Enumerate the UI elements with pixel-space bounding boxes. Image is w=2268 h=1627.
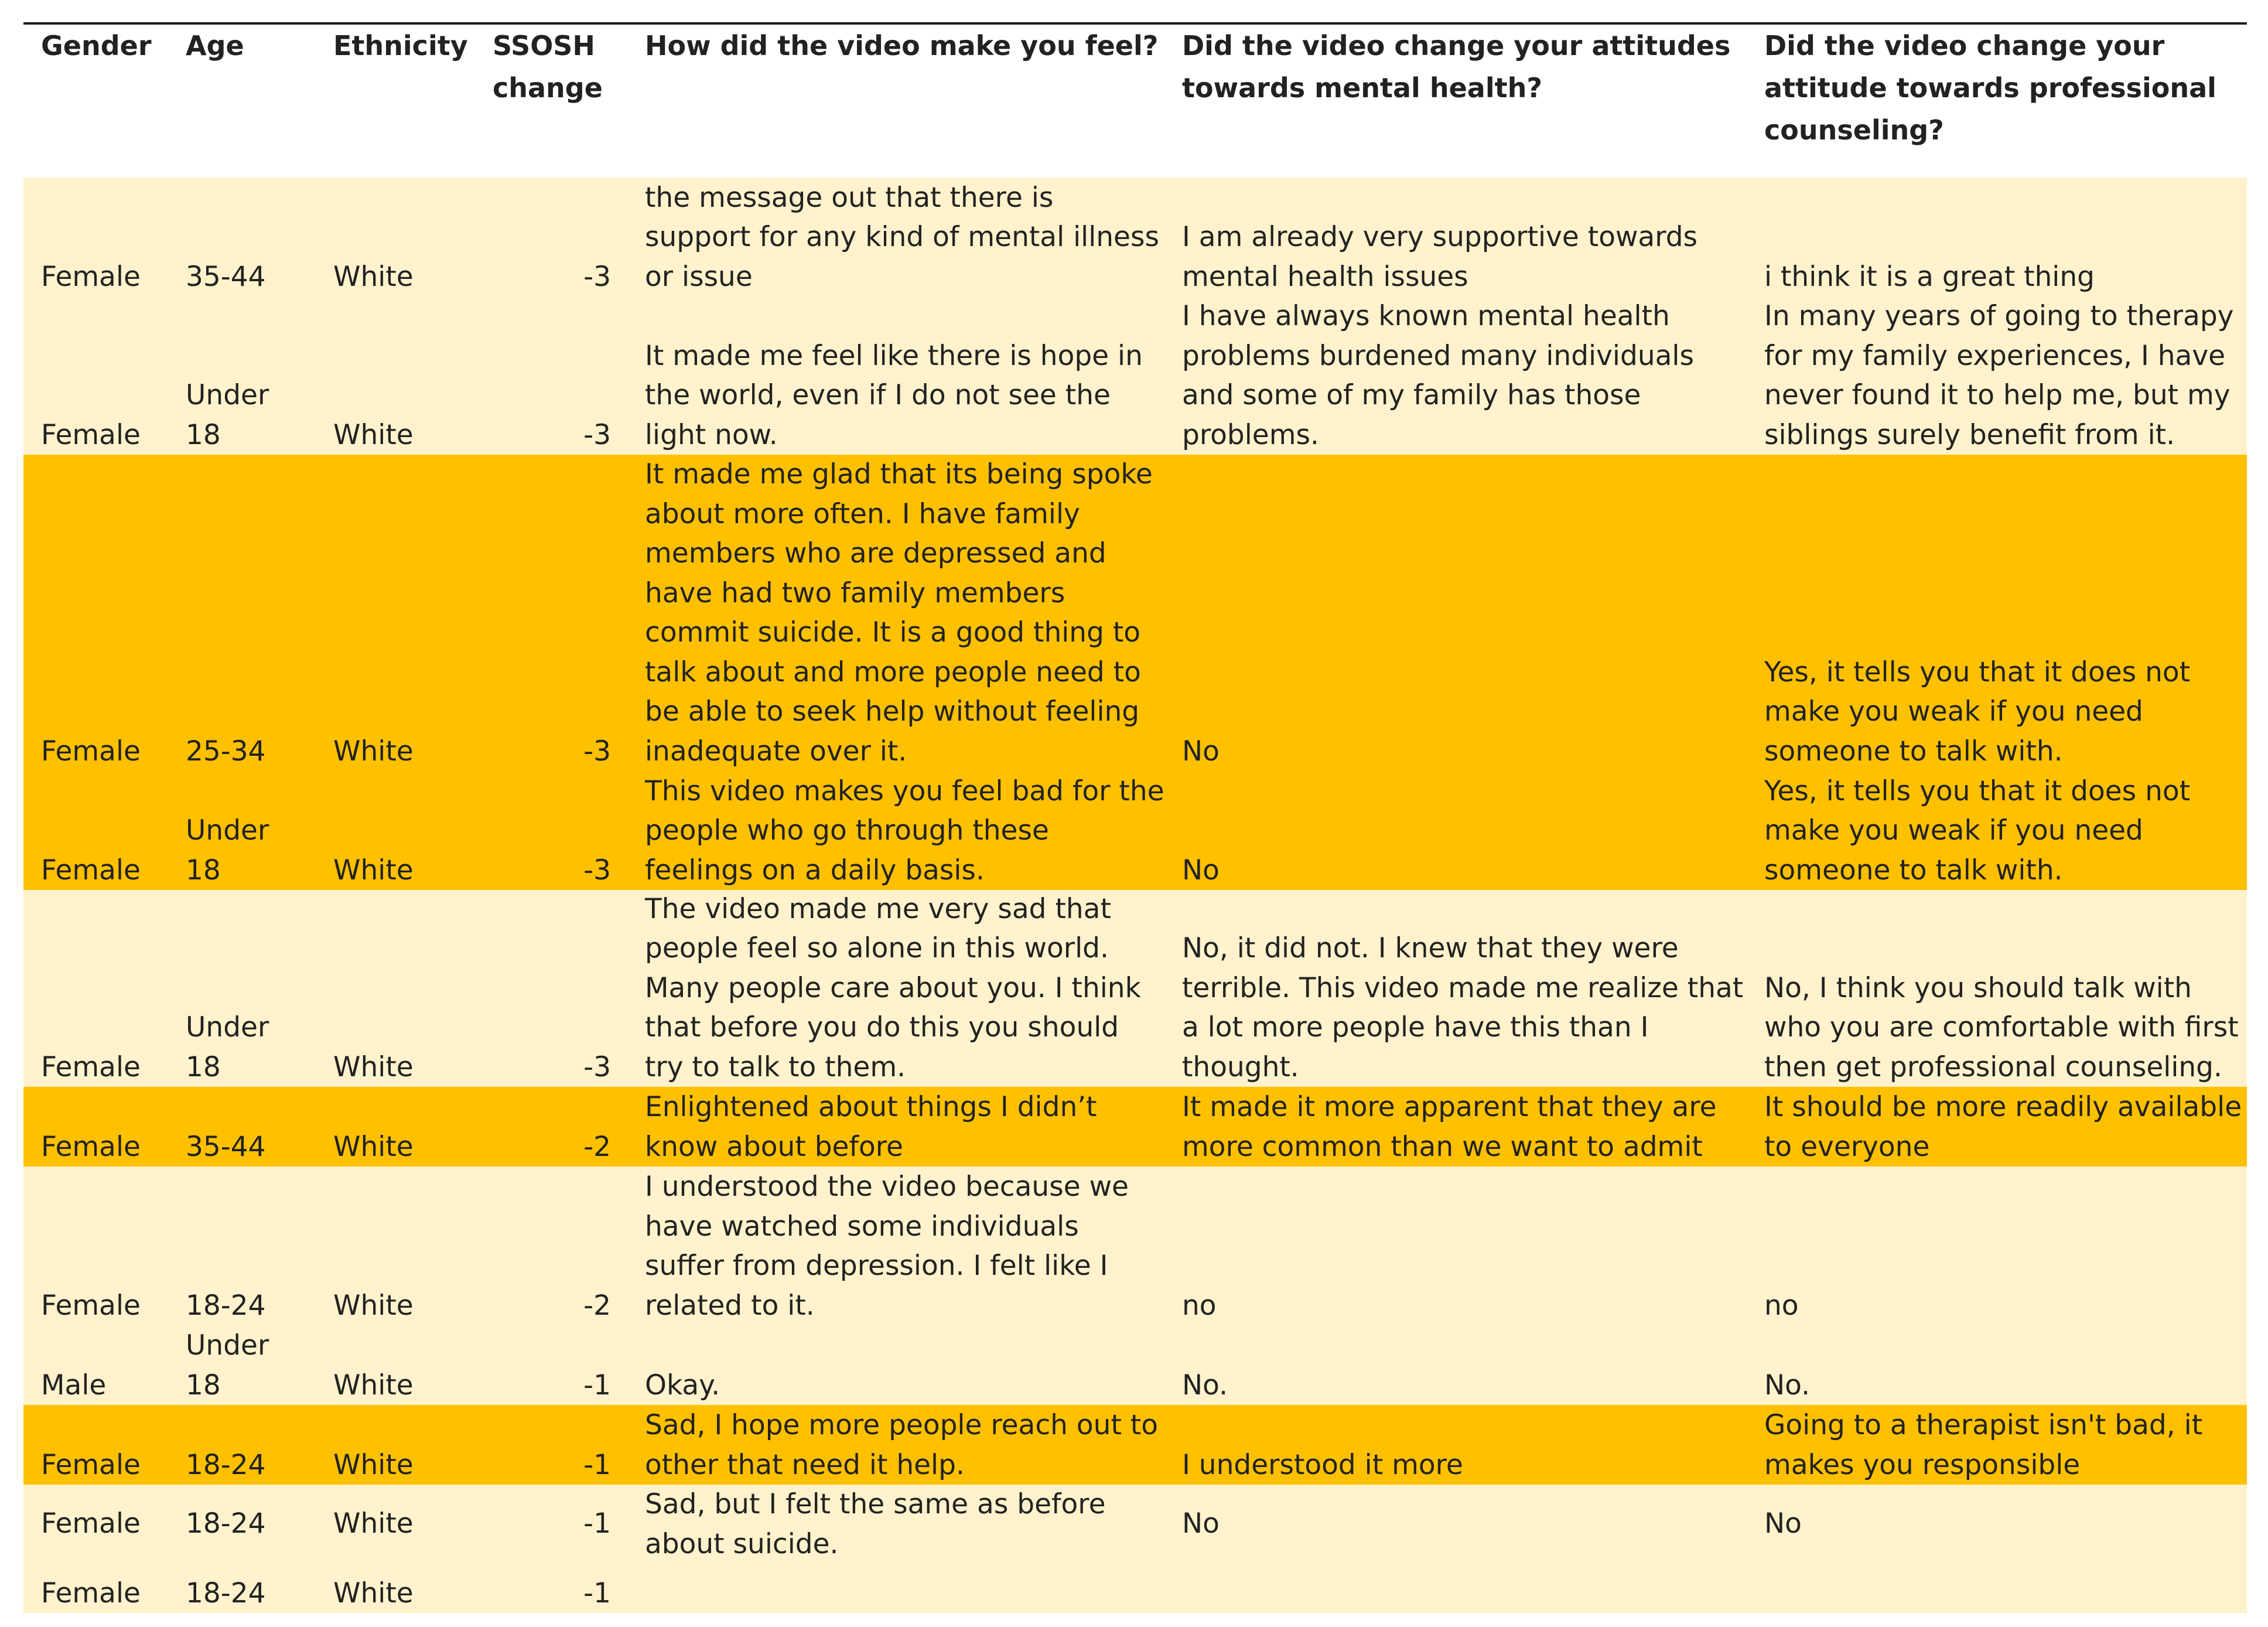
cell-ssosh-change: -1	[583, 1448, 611, 1481]
cell-counseling: It should be more readily available to everyone	[1764, 1091, 2242, 1163]
header-ethnicity: Ethnicity	[316, 25, 475, 178]
cell-counseling: No.	[1764, 1369, 1811, 1401]
cell-feel: The video made me very sad that people feel so alone in this world. Many people care about you. I think that before you do this you should try to talk to them.	[645, 892, 1141, 1083]
cell-age: 25-34	[186, 735, 266, 768]
table-row	[23, 1325, 2247, 1405]
table-row	[23, 1166, 2247, 1325]
cell-gender: Female	[41, 1050, 141, 1083]
cell-age: Under 18	[186, 379, 269, 451]
cell-feel: Sad, but I felt the same as before about suicide.	[645, 1488, 1106, 1560]
cell-feel: the message out that there is support for any kind of mental illness or issue	[645, 181, 1159, 293]
cell-age: Under 18	[186, 1011, 269, 1083]
cell-ssosh-change: -2	[583, 1130, 611, 1163]
table-row	[23, 1485, 2247, 1564]
cell-gender: Female	[41, 1507, 141, 1540]
cell-age: Under 18	[186, 1329, 269, 1401]
cell-feel: Okay.	[645, 1369, 720, 1401]
table-row	[23, 1564, 2247, 1613]
cell-age: Under 18	[186, 814, 269, 886]
cell-counseling: No, I think you should talk with who you are comfortable with first then get professional counseling.	[1764, 971, 2239, 1083]
cell-mental-health: No	[1182, 1507, 1220, 1540]
cell-ethnicity: White	[333, 1577, 414, 1609]
cell-mental-health: No	[1182, 854, 1220, 886]
cell-ethnicity: White	[333, 260, 414, 293]
cell-gender: Female	[41, 1577, 141, 1609]
cell-mental-health: I have always known mental health problems burdened many individuals and some of my family has those problems.	[1182, 300, 1694, 451]
cell-ssosh-change: -1	[583, 1507, 611, 1540]
cell-age: 35-44	[186, 1130, 266, 1163]
table-header-row	[23, 25, 2247, 178]
header-ssosh-change: SSOSH change	[475, 25, 627, 178]
cell-ssosh-change: -2	[583, 1289, 611, 1322]
cell-ethnicity: White	[333, 1289, 414, 1322]
table-row	[23, 1405, 2247, 1485]
cell-ethnicity: White	[333, 418, 414, 451]
cell-feel: It made me feel like there is hope in the world, even if I do not see the light now.	[645, 339, 1143, 451]
cell-age: 18-24	[186, 1577, 266, 1609]
cell-ethnicity: White	[333, 1130, 414, 1163]
cell-feel: Enlightened about things I didn’t know about before	[645, 1091, 1097, 1163]
cell-feel: I understood the video because we have watched some individuals suffer from depression. I felt like I related to it.	[645, 1171, 1129, 1322]
table-row	[23, 890, 2247, 1087]
cell-age: 18-24	[186, 1289, 266, 1322]
cell-mental-health: It made it more apparent that they are more common than we want to admit	[1182, 1091, 1717, 1163]
cell-gender: Male	[41, 1369, 107, 1401]
cell-age: 18-24	[186, 1448, 266, 1481]
cell-mental-health: no	[1182, 1289, 1217, 1322]
cell-gender: Female	[41, 1289, 141, 1322]
header-age: Age	[168, 25, 316, 178]
responses-table	[23, 22, 2247, 1613]
cell-ssosh-change: -3	[583, 418, 611, 451]
table-row	[23, 455, 2247, 771]
cell-age: 35-44	[186, 260, 266, 293]
cell-gender: Female	[41, 1130, 141, 1163]
cell-counseling: In many years of going to therapy for my family experiences, I have never found it to help me, but my siblings surely benefit from it.	[1764, 300, 2234, 451]
cell-ethnicity: White	[333, 1507, 414, 1540]
cell-counseling	[1747, 1564, 2247, 1613]
cell-ssosh-change: -1	[583, 1369, 611, 1401]
cell-ssosh-change: -1	[583, 1577, 611, 1609]
cell-ethnicity: White	[333, 854, 414, 886]
header-gender: Gender	[23, 25, 168, 178]
cell-gender: Female	[41, 260, 141, 293]
cell-ethnicity: White	[333, 735, 414, 768]
header-counseling: Did the video change your attitude towards professional counseling?	[1747, 25, 2247, 178]
table-row	[23, 178, 2247, 296]
table-row	[23, 1087, 2247, 1166]
cell-mental-health: No, it did not. I knew that they were terrible. This video made me realize that a lot more people have this than I thought.	[1182, 932, 1744, 1083]
table-row	[23, 296, 2247, 455]
cell-feel	[627, 1564, 1164, 1613]
cell-ethnicity: White	[333, 1369, 414, 1401]
cell-ssosh-change: -3	[583, 1050, 611, 1083]
cell-ssosh-change: -3	[583, 260, 611, 293]
cell-counseling: i think it is a great thing	[1764, 260, 2095, 293]
table-row	[23, 771, 2247, 890]
header-mental-health: Did the video change your attitudes towards mental health?	[1164, 25, 1747, 178]
cell-gender: Female	[41, 418, 141, 451]
cell-mental-health	[1164, 1564, 1747, 1613]
cell-mental-health: I understood it more	[1182, 1448, 1463, 1481]
cell-feel: It made me glad that its being spoke about more often. I have family members who are depressed and have had two family members commit suicide. It is a good thing to talk about and more people need to be able to seek help without feeling inadequate over it.	[645, 458, 1153, 768]
cell-ethnicity: White	[333, 1050, 414, 1083]
cell-counseling: Yes, it tells you that it does not make you weak if you need someone to talk with.	[1764, 775, 2191, 886]
cell-counseling: Going to a therapist isn't bad, it makes you responsible	[1764, 1409, 2203, 1481]
cell-gender: Female	[41, 1448, 141, 1481]
cell-feel: This video makes you feel bad for the people who go through these feelings on a daily basis.	[645, 775, 1164, 886]
cell-gender: Female	[41, 854, 141, 886]
cell-ethnicity: White	[333, 1448, 414, 1481]
cell-gender: Female	[41, 735, 141, 768]
cell-mental-health: No	[1182, 735, 1220, 768]
cell-feel: Sad, I hope more people reach out to other that need it help.	[645, 1409, 1158, 1481]
cell-age: 18-24	[186, 1507, 266, 1540]
cell-mental-health: I am already very supportive towards mental health issues	[1182, 221, 1698, 293]
cell-counseling: Yes, it tells you that it does not make you weak if you need someone to talk with.	[1764, 656, 2191, 768]
cell-ssosh-change: -3	[583, 735, 611, 768]
cell-counseling: No	[1764, 1507, 1802, 1540]
cell-mental-health: No.	[1182, 1369, 1228, 1401]
cell-counseling: no	[1764, 1289, 1799, 1322]
header-feel: How did the video make you feel?	[627, 25, 1164, 178]
cell-ssosh-change: -3	[583, 854, 611, 886]
